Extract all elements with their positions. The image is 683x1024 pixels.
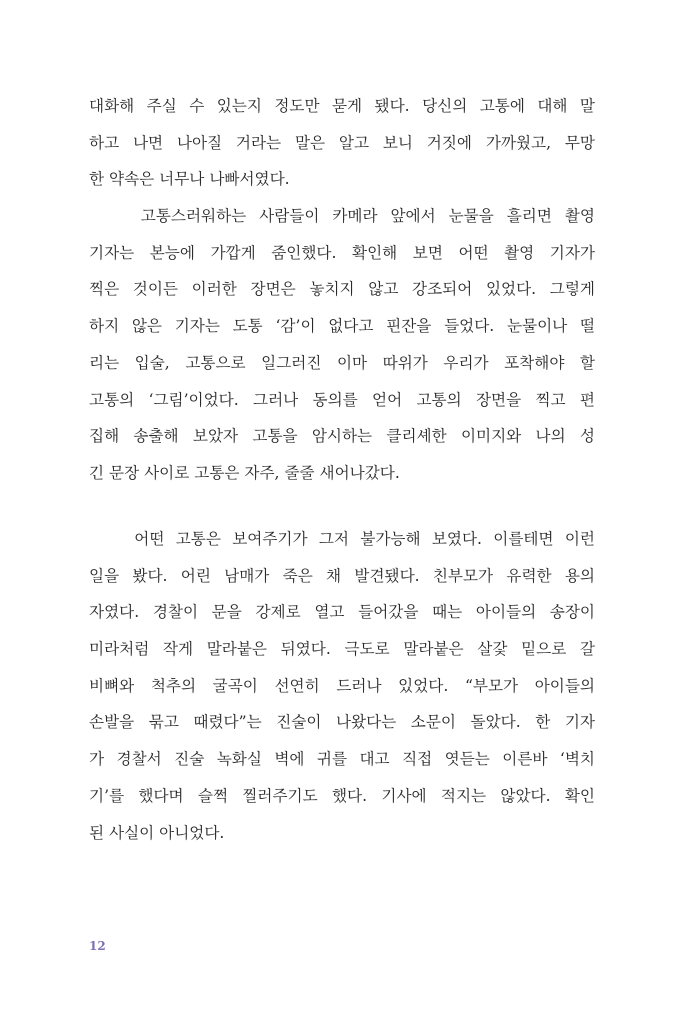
- text-line: 어떤 고통은 보여주기가 그저 불가능해 보였다. 이를테면 이런: [89, 530, 595, 548]
- text-line: 하지 않은 기자는 도통 ‘감’이 없다고 핀잔을 들었다. 눈물이나 떨: [89, 317, 595, 336]
- text-line: 찍은 것이든 이러한 장면은 놓치지 않고 강조되어 있었다. 그렇게: [89, 280, 595, 299]
- text-block-bottom: [89, 521, 595, 851]
- text-line: 자였다. 경찰이 문을 강제로 열고 들어갔을 때는 아이들의 송장이: [89, 603, 595, 622]
- text-line: 집해 송출해 보았자 고통을 암시하는 클리셰한 이미지와 나의 성: [89, 427, 595, 446]
- text-line: 고통스러워하는 사람들이 카메라 앞에서 눈물을 흘리면 촬영: [89, 207, 595, 226]
- text-line: 고통의 ‘그림’이었다. 그러나 동의를 얻어 고통의 장면을 찍고 편: [89, 390, 595, 409]
- text-line: 리는 입술, 고통으로 일그러진 이마 따위가 우리가 포착해야 할: [89, 353, 595, 372]
- text-line: 일을 봤다. 어린 남매가 죽은 채 발견됐다. 친부모가 유력한 용의: [89, 566, 595, 585]
- text-line: 기’를 했다며 슬쩍 찔러주기도 했다. 기사에 적지는 않았다. 확인: [89, 786, 595, 805]
- text-line: 된 사실이 아니었다.: [89, 823, 225, 842]
- text-line: 하고 나면 나아질 거라는 말은 알고 보니 거짓에 가까웠고, 무망: [89, 133, 595, 152]
- text-line: 긴 문장 사이로 고통은 자주, 줄줄 새어나갔다.: [89, 463, 400, 482]
- text-line: 가 경찰서 진술 녹화실 벽에 귀를 대고 직접 엿듣는 이른바 ‘벽치: [89, 750, 595, 769]
- page-number: 12: [89, 939, 106, 953]
- text-line: 한 약속은 너무나 나빠서였다.: [89, 170, 290, 189]
- text-line: 미라처럼 작게 말라붙은 뒤였다. 극도로 말라붙은 살갗 밑으로 갈: [89, 640, 595, 659]
- text-line: 대화해 주실 수 있는지 정도만 묻게 됐다. 당신의 고통에 대해 말: [89, 97, 595, 115]
- text-block-top: [89, 88, 595, 492]
- text-line: 기자는 본능에 가깝게 줌인했다. 확인해 보면 어떤 촬영 기자가: [89, 243, 595, 262]
- text-line: 손발을 묶고 때렸다”는 진술이 나왔다는 소문이 돌았다. 한 기자: [89, 713, 595, 732]
- text-line: 비뼈와 척추의 굴곡이 선연히 드러나 있었다. “부모가 아이들의: [89, 676, 595, 695]
